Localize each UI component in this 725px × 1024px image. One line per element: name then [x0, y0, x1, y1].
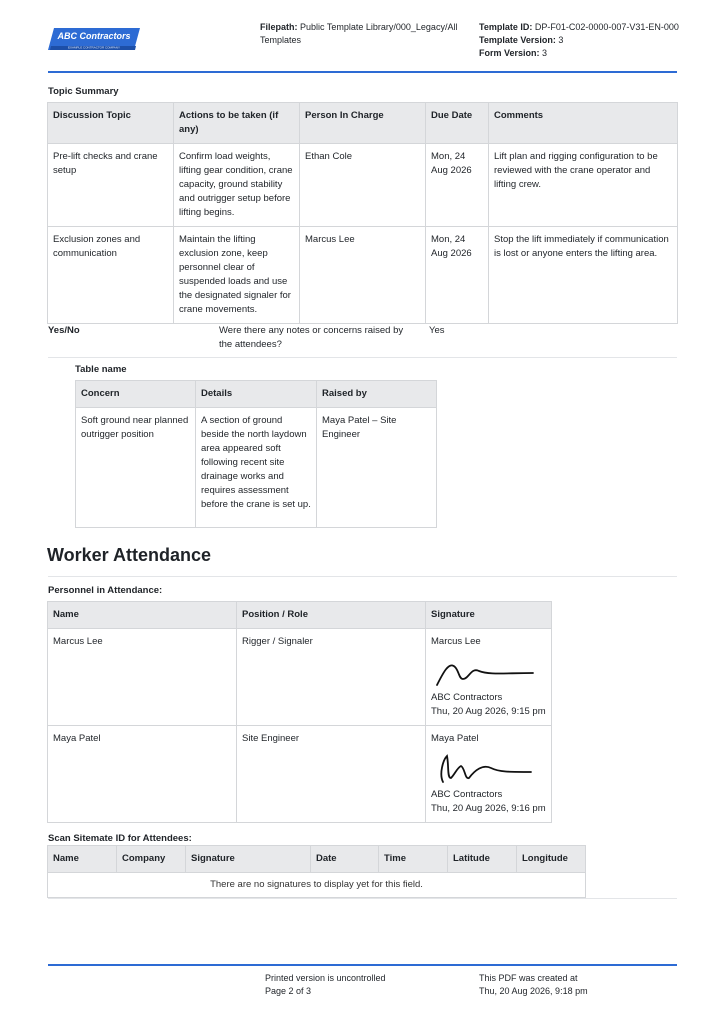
template-id-value: DP-F01-C02-0000-007-V31-EN-000	[534, 22, 679, 32]
column-header: Date	[311, 846, 379, 873]
table-cell: Lift plan and rigging configuration to be reviewed with the crane operator and lifting crew.	[489, 144, 678, 227]
section-divider	[48, 898, 677, 899]
signer-name: Maya Patel	[431, 733, 479, 744]
table-cell: Stop the lift immediately if communication is lost or anyone enters the lifting area.	[489, 227, 678, 324]
table-cell: Confirm load weights, lifting gear condition, crane capacity, ground stability and outrigger setup before lifting begins.	[174, 144, 300, 227]
template-version-value: 3	[558, 35, 564, 45]
signature-time: Thu, 20 Aug 2026, 9:16 pm	[431, 803, 546, 814]
signature-image	[435, 653, 535, 689]
signer-company: ABC Contractors	[431, 692, 503, 703]
table-cell: Mon, 24 Aug 2026	[426, 144, 489, 227]
table-row	[48, 629, 552, 726]
attendee-name: Maya Patel	[48, 726, 237, 823]
table-cell: A section of ground beside the north laydown area appeared soft following recent site drainage works and requires assessment before the crane is set up.	[196, 408, 317, 528]
concerns-table	[75, 380, 437, 528]
attendee-name: Marcus Lee	[48, 629, 237, 726]
attendance-table	[47, 601, 552, 823]
column-header: Longitude	[517, 846, 586, 873]
empty-message: There are no signatures to display yet for this field.	[48, 873, 586, 898]
column-header: Details	[196, 381, 317, 408]
logo-text: ABC Contractors	[57, 31, 131, 41]
table-header-row	[48, 602, 552, 629]
table-header-row	[48, 846, 586, 873]
column-header: Signature	[426, 602, 552, 629]
column-header: Actions to be taken (if any)	[174, 103, 300, 144]
column-header: Time	[379, 846, 448, 873]
footer-uncontrolled-block	[265, 972, 386, 998]
table-cell: Ethan Cole	[300, 144, 426, 227]
table-cell: Maya Patel – Site Engineer	[317, 408, 437, 528]
filepath-label: Filepath:	[260, 22, 298, 32]
column-header: Signature	[186, 846, 311, 873]
column-header: Name	[48, 846, 117, 873]
table-cell: Exclusion zones and communication	[48, 227, 174, 324]
table-header-row	[76, 381, 437, 408]
topic-summary-title: Topic Summary	[48, 86, 119, 97]
template-version-label: Template Version:	[479, 35, 556, 45]
column-header: Person In Charge	[300, 103, 426, 144]
signature-cell	[426, 726, 552, 823]
yes-no-answer: Yes	[429, 325, 445, 336]
signature-time: Thu, 20 Aug 2026, 9:15 pm	[431, 706, 546, 717]
yes-no-label: Yes/No	[48, 325, 80, 336]
column-header: Raised by	[317, 381, 437, 408]
template-id-label: Template ID:	[479, 22, 533, 32]
footer-created-block	[479, 972, 588, 998]
table-cell: Marcus Lee	[300, 227, 426, 324]
footer-created-label: This PDF was created at	[479, 973, 578, 983]
signature-image	[435, 750, 535, 786]
footer-page-number: Page 2 of 3	[265, 986, 312, 996]
table-row	[48, 227, 678, 324]
table-cell: Pre-lift checks and crane setup	[48, 144, 174, 227]
column-header: Company	[117, 846, 186, 873]
footer-created-time: Thu, 20 Aug 2026, 9:18 pm	[479, 986, 588, 996]
logo-subtext: EXAMPLE CONTRACTOR COMPANY	[68, 45, 120, 50]
form-version-label: Form Version:	[479, 48, 540, 58]
signature-cell	[426, 629, 552, 726]
worker-attendance-heading: Worker Attendance	[47, 545, 212, 565]
attendee-role: Rigger / Signaler	[237, 629, 426, 726]
template-info-block	[479, 21, 689, 60]
column-header: Discussion Topic	[48, 103, 174, 144]
table-row	[48, 726, 552, 823]
section-divider	[48, 357, 677, 358]
footer-divider	[48, 964, 677, 966]
attendee-role: Site Engineer	[237, 726, 426, 823]
filepath-block	[260, 21, 460, 47]
sitemate-table	[47, 845, 586, 898]
column-header: Name	[48, 602, 237, 629]
column-header: Latitude	[448, 846, 517, 873]
personnel-label: Personnel in Attendance:	[48, 585, 163, 596]
column-header: Due Date	[426, 103, 489, 144]
sitemate-label: Scan Sitemate ID for Attendees:	[48, 833, 192, 844]
header-divider	[48, 71, 677, 73]
signer-company: ABC Contractors	[431, 789, 503, 800]
column-header: Position / Role	[237, 602, 426, 629]
topic-summary-table	[47, 102, 678, 324]
concerns-table-title: Table name	[75, 364, 127, 375]
signer-name: Marcus Lee	[431, 636, 481, 647]
column-header: Comments	[489, 103, 678, 144]
table-row	[48, 144, 678, 227]
table-cell: Mon, 24 Aug 2026	[426, 227, 489, 324]
table-row	[48, 873, 586, 898]
yes-no-question: Were there any notes or concerns raised by the attendees?	[219, 325, 404, 350]
section-divider	[48, 576, 677, 577]
footer-uncontrolled: Printed version is uncontrolled	[265, 973, 386, 983]
form-version-value: 3	[542, 48, 548, 58]
filepath-value: Public Template Library/000_Legacy/All Templates	[260, 22, 458, 45]
table-row	[76, 408, 437, 528]
company-logo	[48, 26, 140, 52]
table-cell: Soft ground near planned outrigger position	[76, 408, 196, 528]
table-cell: Maintain the lifting exclusion zone, keep personnel clear of suspended loads and use the designated signaler for crane movements.	[174, 227, 300, 324]
column-header: Concern	[76, 381, 196, 408]
table-header-row	[48, 103, 678, 144]
